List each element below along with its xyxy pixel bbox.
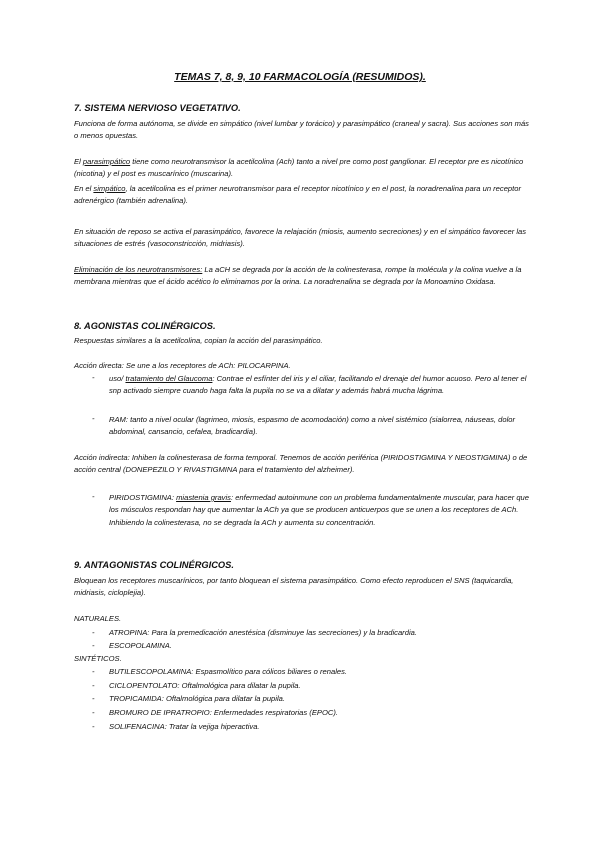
- section-8-heading: 8. AGONISTAS COLINÉRGICOS.: [74, 321, 216, 331]
- list-bullet: -: [92, 694, 95, 703]
- section-7-heading: 7. SISTEMA NERVIOSO VEGETATIVO.: [74, 103, 241, 113]
- naturales-item-atropina: ATROPINA: Para la premedicación anestésica (disminuye las secreciones) y la bradicardia.: [109, 628, 417, 637]
- s8-bullet-glaucoma: uso/ tratamiento del Glaucoma: Contrae el esfínter del iris y el ciliar, facilitando el drenaje del humor acuoso. Pero al tener el snp activado siempre cuando haga falta la pupila no se va a dilatar y además habrá mucha lágrima.: [109, 374, 527, 396]
- parasimpatico-term: parasimpático: [82, 157, 131, 166]
- list-bullet: -: [92, 708, 95, 717]
- s7-paragraph-2: El parasimpático tiene como neurotransmisor la acetilcolina (Ach) tanto a nivel pre como post ganglionar. El receptor pre es nicotínico (nicotina) y el post es muscarínico (muscarina).: [74, 157, 524, 179]
- s7-paragraph-1: Funciona de forma autónoma, se divide en simpático (nivel lumbar y torácico) y parasimpático (craneal y sacra). Sus acciones son más o menos opuestas.: [74, 119, 529, 141]
- eliminacion-term: Eliminación de los neurotransmisores:: [74, 265, 203, 274]
- s8-bullet-ram: RAM: tanto a nivel ocular (lagrimeo, miosis, espasmo de acomodación) como a nivel sistémico (sialorrea, náuseas, dolor abdominal, cansancio, cefalea, bradicardia).: [109, 415, 516, 437]
- glaucoma-term: tratamiento del Glaucoma: [125, 374, 213, 383]
- sinteticos-item-solifenacina: SOLIFENACINA: Tratar la vejiga hiperactiva.: [109, 722, 260, 731]
- list-bullet: -: [92, 681, 95, 690]
- list-bullet: -: [92, 628, 95, 637]
- list-bullet: -: [92, 414, 95, 423]
- list-bullet: -: [92, 492, 95, 501]
- list-bullet: -: [92, 722, 95, 731]
- s7-paragraph-3: En el simpático, la acetilcolina es el primer neurotransmisor para el receptor nicotínico y en el post, la noradrenalina para un receptor adrenérgico (también adrenalina).: [74, 184, 522, 206]
- list-bullet: -: [92, 641, 95, 650]
- section-9-heading: 9. ANTAGONISTAS COLINÉRGICOS.: [74, 560, 234, 570]
- s8-bullet-piridostigmina: PIRIDOSTIGMINA: miastenia gravis: enfermedad autoinmune con un problema fundamentalmente muscular, para hacer que los músculos respondan hay que aumentar la ACh ya que se producen anticuerpos que se unen a los receptores de ACh. Inhibiendo la colinesterasa, no se degrada la ACh y aumenta su concentración.: [109, 493, 529, 527]
- naturales-item-escopolamina: ESCOPOLAMINA.: [109, 641, 172, 650]
- s7-paragraph-4: En situación de reposo se activa el parasimpático, favorece la relajación (miosis, aumento secreciones) y en el simpático favorecer las situaciones de estrés (vasoconstricción, midriasis).: [74, 227, 527, 249]
- s8-paragraph-1: Respuestas similares a la acetilcolina, copian la acción del parasimpático.: [74, 336, 323, 345]
- document-title: TEMAS 7, 8, 9, 10 FARMACOLOGÍA (RESUMIDOS).: [174, 71, 426, 83]
- s9-paragraph-1: Bloquean los receptores muscarínicos, por tanto bloquean el sistema parasimpático. Como efecto reproducen el SNS (taquicardia, midriasis, cicloplejia).: [74, 576, 514, 598]
- miastenia-term: miastenia gravis: [176, 493, 231, 502]
- sinteticos-item-ciclopentolato: CICLOPENTOLATO: Oftalmológica para dilatar la pupila.: [109, 681, 301, 690]
- list-bullet: -: [92, 667, 95, 676]
- s8-paragraph-2: Acción directa: Se une a los receptores de ACh: PILOCARPINA.: [74, 361, 291, 370]
- sinteticos-item-ipratropio: BROMURO DE IPRATROPIO: Enfermedades respiratorias (EPOC).: [109, 708, 338, 717]
- list-bullet: -: [92, 373, 95, 382]
- s8-paragraph-3: Acción indirecta: Inhiben la colinesterasa de forma temporal. Tenemos de acción periférica (PIRIDOSTIGMINA Y NEOSTIGMINA) o de acción central (DONEPEZILO Y RIVASTIGMINA para el tratamiento del alzheimer).: [74, 453, 528, 475]
- s7-paragraph-5: Eliminación de los neurotransmisores: La aCH se degrada por la acción de la colinesterasa, rompe la molécula y la colina vuelve a la membrana mientras que el ácido acético lo eliminamos por la orina. La noradrenalina se degrada por la Monoamino Oxidasa.: [74, 265, 522, 287]
- naturales-label: NATURALES.: [74, 614, 122, 623]
- sinteticos-item-butilescopolamina: BUTILESCOPOLAMINA: Espasmolítico para cólicos biliares o renales.: [109, 667, 348, 676]
- sinteticos-item-tropicamida: TROPICAMIDA: Oftalmológica para dilatar la pupila.: [109, 694, 285, 703]
- sinteticos-label: SINTÉTICOS.: [74, 654, 122, 663]
- simpatico-term: simpático: [93, 184, 126, 193]
